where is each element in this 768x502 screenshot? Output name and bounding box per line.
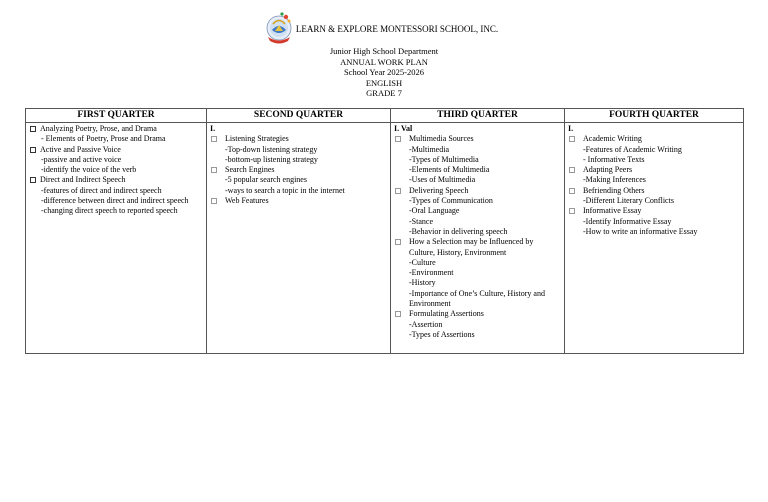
sub-item: -Behavior in delivering speech xyxy=(409,226,508,236)
checkbox-icon xyxy=(30,147,36,153)
sub-item: -Assertion xyxy=(409,319,443,329)
table-header-row xyxy=(26,109,744,123)
school-logo-icon xyxy=(264,8,294,46)
roman-numeral: I. xyxy=(568,124,574,133)
sub-item: -changing direct speech to reported speech xyxy=(41,206,178,216)
sub-item: -Importance of One’s Culture, History and Environment xyxy=(409,288,545,309)
checkbox-icon xyxy=(569,188,575,194)
column-header-fourth-quarter: FOURTH QUARTER xyxy=(565,109,744,123)
checkbox-icon xyxy=(211,167,217,173)
checkbox-icon xyxy=(30,177,36,183)
checkbox-icon xyxy=(395,311,401,317)
department-name: Junior High School Department xyxy=(329,46,439,56)
sub-item: -Oral Language xyxy=(409,206,460,216)
sub-item: -Environment xyxy=(409,268,454,278)
roman-numeral: I. xyxy=(210,124,216,133)
fourth-quarter-cell xyxy=(565,123,744,354)
sub-item: -identify the voice of the verb xyxy=(41,165,137,175)
plan-title: ANNUAL WORK PLAN xyxy=(340,56,428,67)
checkbox-icon xyxy=(211,136,217,142)
grade-level: GRADE 7 xyxy=(366,88,402,98)
sub-item: -Elements of Multimedia xyxy=(409,165,490,175)
second-quarter-cell xyxy=(207,123,391,354)
list-item: Web Features xyxy=(210,196,387,206)
work-plan-table xyxy=(25,108,744,354)
sub-item: -Types of Assertions xyxy=(409,329,475,339)
checkbox-icon xyxy=(395,239,401,245)
list-item: Adapting Peers xyxy=(568,165,740,175)
list-item: Multimedia Sources xyxy=(394,134,561,144)
table-row xyxy=(26,123,744,354)
sub-item: -passive and active voice xyxy=(41,154,122,164)
sub-item: -Culture xyxy=(409,257,436,267)
sub-item: -features of direct and indirect speech xyxy=(41,185,162,195)
list-item: Delivering Speech xyxy=(394,186,561,196)
sub-item: -How to write an informative Essay xyxy=(583,226,698,236)
sub-item: -difference between direct and indirect speech xyxy=(41,196,189,206)
sub-item: -Different Literary Conflicts xyxy=(583,196,674,206)
sub-item: -bottom-up listening strategy xyxy=(225,154,318,164)
school-line xyxy=(0,12,768,46)
checkbox-icon xyxy=(395,136,401,142)
column-header-second-quarter: SECOND QUARTER xyxy=(207,109,391,123)
sub-item: -Types of Multimedia xyxy=(409,154,479,164)
school-name: LEARN & EXPLORE MONTESSORI SCHOOL, INC. xyxy=(295,23,499,34)
list-item: Direct and Indirect Speech xyxy=(29,175,203,185)
list-item: Befriending Others xyxy=(568,186,740,196)
list-item: Academic Writing xyxy=(568,134,740,144)
first-quarter-cell xyxy=(26,123,207,354)
column-header-first-quarter: FIRST QUARTER xyxy=(26,109,207,123)
list-item: Formulating Assertions xyxy=(394,309,561,319)
third-quarter-cell xyxy=(391,123,565,354)
subject-name: ENGLISH xyxy=(365,77,403,88)
sub-item: -Making Inferences xyxy=(583,175,646,185)
checkbox-icon xyxy=(569,208,575,214)
list-item: Analyzing Poetry, Prose, and Drama xyxy=(29,124,203,134)
roman-numeral: I. Val xyxy=(394,124,413,133)
checkbox-icon xyxy=(30,126,36,132)
sub-item: -Uses of Multimedia xyxy=(409,175,476,185)
checkbox-icon xyxy=(569,167,575,173)
sub-item: -Multimedia xyxy=(409,144,449,154)
column-header-third-quarter: THIRD QUARTER xyxy=(391,109,565,123)
sub-item: -Features of Academic Writing xyxy=(583,144,682,154)
list-item: Search Engines xyxy=(210,165,387,175)
checkbox-icon xyxy=(395,188,401,194)
sub-item: -ways to search a topic in the internet xyxy=(225,185,345,195)
list-item: How a Selection may be Influenced by Culture, History, Environment xyxy=(394,237,561,258)
sub-item: - Elements of Poetry, Prose and Drama xyxy=(41,134,166,144)
sub-item: -Types of Communication xyxy=(409,196,493,206)
list-item: Listening Strategies xyxy=(210,134,387,144)
sub-item: -History xyxy=(409,278,436,288)
school-year: School Year 2025-2026 xyxy=(343,67,425,77)
sub-item: -Identify Informative Essay xyxy=(583,216,672,226)
checkbox-icon xyxy=(569,136,575,142)
sub-item: - Informative Texts xyxy=(583,154,645,164)
sub-item: -Top-down listening strategy xyxy=(225,144,318,154)
list-item: Informative Essay xyxy=(568,206,740,216)
list-item: Active and Passive Voice xyxy=(29,145,203,155)
sub-item: -5 popular search engines xyxy=(225,175,307,185)
sub-item: -Stance xyxy=(409,216,433,226)
checkbox-icon xyxy=(211,198,217,204)
document-header xyxy=(0,12,768,99)
